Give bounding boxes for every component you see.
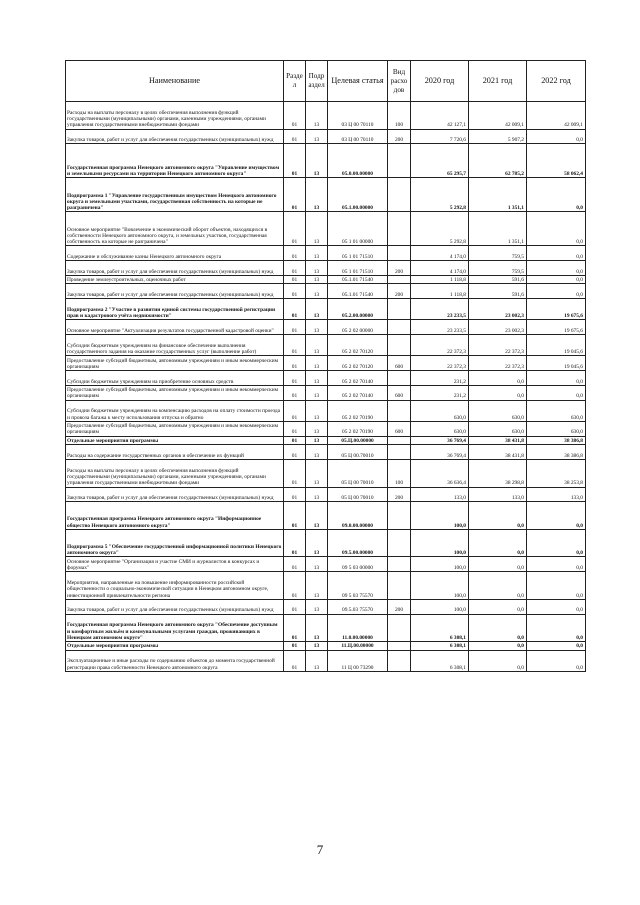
row-name: Подпрограмма 2 "Участие в развитии единой системы государственной регистрации прав и кадастрового учёта недвижимости" [66, 299, 284, 320]
row-podrazdel: 13 [306, 335, 328, 356]
row-target-article: 05 2 02 70140 [328, 371, 388, 386]
row-expense-type: 200 [388, 599, 411, 614]
row-razdel: 01 [284, 246, 306, 261]
row-expense-type: 600 [388, 385, 411, 400]
row-expense-type [388, 557, 411, 572]
row-expense-type [388, 614, 411, 642]
row-value-2021: 0,0 [469, 642, 527, 650]
row-value-2022: 58 062,4 [527, 144, 586, 178]
row-expense-type: 200 [388, 129, 411, 144]
row-value-2021: 5 907,2 [469, 129, 527, 144]
table-row [66, 502, 586, 530]
row-value-2021: 22 372,3 [469, 335, 527, 356]
header-year-2020: 2020 год [411, 61, 469, 102]
row-name: Субсидии бюджетным учреждениям на компенсацию расходов на оплату стоимости проезда и провоза багажа к месту использования отпуска и обратно [66, 400, 284, 421]
row-value-2021: 0,0 [469, 385, 527, 400]
row-value-2021: 23 002,3 [469, 299, 527, 320]
row-expense-type [388, 212, 411, 246]
row-expense-type [388, 529, 411, 557]
row-name: Субсидии бюджетным учреждениям на финансовое обеспечение выполнения государственного задания на оказание государственных услуг (выполнение работ) [66, 335, 284, 356]
row-value-2021: 1 351,1 [469, 212, 527, 246]
row-expense-type [388, 335, 411, 356]
row-razdel: 01 [284, 529, 306, 557]
row-razdel: 01 [284, 284, 306, 299]
row-target-article: 05 1 01 71510 [328, 246, 388, 261]
row-value-2020: 100,0 [411, 572, 469, 600]
row-target-article: 05 1 01 71510 [328, 261, 388, 276]
row-name: Государственная программа Ненецкого автономного округа "Информационное общество Ненецкого автономного округа" [66, 502, 284, 530]
row-razdel: 01 [284, 129, 306, 144]
row-target-article: 05 2 02 00000 [328, 320, 388, 335]
row-razdel: 01 [284, 212, 306, 246]
row-value-2020: 1 118,8 [411, 275, 469, 283]
row-podrazdel: 13 [306, 445, 328, 460]
row-value-2022: 0,0 [527, 614, 586, 642]
table-row [66, 650, 586, 671]
row-name: Проведение землеустроительных, оценочных работ [66, 275, 284, 283]
table-row [66, 284, 586, 299]
row-podrazdel: 13 [306, 356, 328, 371]
row-podrazdel: 13 [306, 650, 328, 671]
row-value-2022: 0,0 [527, 275, 586, 283]
row-value-2022: 630,0 [527, 400, 586, 421]
row-target-article: 09 5 03 00000 [328, 557, 388, 572]
row-value-2020: 1 118,8 [411, 284, 469, 299]
row-name: Расходы на выплаты персоналу в целях обеспечения выполнения функций государственными (муниципальными) органами, казенными учреждениями, органами управления государственными внебюджетными фондами [66, 459, 284, 487]
row-expense-type [388, 572, 411, 600]
row-value-2021: 42 009,1 [469, 102, 527, 130]
row-value-2020: 7 720,6 [411, 129, 469, 144]
row-razdel: 01 [284, 385, 306, 400]
row-razdel: 01 [284, 436, 306, 444]
row-target-article: 05 Ц 00 70010 [328, 487, 388, 502]
row-target-article: 09.5.03 75570 [328, 599, 388, 614]
row-value-2022: 38 386,8 [527, 436, 586, 444]
row-podrazdel: 13 [306, 557, 328, 572]
row-name: Мероприятия, направленные на повышение информированности российской общественности о социально-экономической ситуации в Ненецком автономном округе, инвестиционной привлекательности региона [66, 572, 284, 600]
row-name: Основное мероприятие "Организация и участие СМИ и журналистов в конкурсах и форумах" [66, 557, 284, 572]
row-target-article: 05 Ц 00.70010 [328, 445, 388, 460]
table-row [66, 212, 586, 246]
row-target-article: 05 2 02 70120 [328, 335, 388, 356]
table-row [66, 557, 586, 572]
row-podrazdel: 13 [306, 275, 328, 283]
row-razdel: 01 [284, 642, 306, 650]
row-name: Содержание и обслуживание казны Ненецкого автономного округа [66, 246, 284, 261]
header-expense-type: Вид расхо дов [388, 61, 411, 102]
row-value-2020: 630,0 [411, 400, 469, 421]
row-podrazdel: 13 [306, 459, 328, 487]
row-value-2022: 0,0 [527, 650, 586, 671]
table-row [66, 459, 586, 487]
row-razdel: 01 [284, 614, 306, 642]
row-razdel: 01 [284, 102, 306, 130]
row-podrazdel: 13 [306, 299, 328, 320]
row-expense-type [388, 320, 411, 335]
row-value-2021: 0,0 [469, 614, 527, 642]
row-value-2020: 231,2 [411, 371, 469, 386]
row-razdel: 01 [284, 421, 306, 436]
row-target-article: 05 Ц 00 70010 [328, 459, 388, 487]
row-value-2021: 759,5 [469, 246, 527, 261]
row-value-2020: 133,0 [411, 487, 469, 502]
row-value-2020: 5 292,8 [411, 178, 469, 212]
row-expense-type: 100 [388, 102, 411, 130]
row-value-2022: 0,0 [527, 284, 586, 299]
row-podrazdel: 13 [306, 246, 328, 261]
header-year-2021: 2021 год [469, 61, 527, 102]
row-razdel: 01 [284, 650, 306, 671]
row-value-2021: 38 298,8 [469, 459, 527, 487]
row-name: Закупка товаров, работ и услуг для обеспечения государственных (муниципальных) нужд [66, 261, 284, 276]
table-row [66, 385, 586, 400]
row-podrazdel: 13 [306, 572, 328, 600]
row-value-2022: 42 009,1 [527, 102, 586, 130]
row-value-2022: 0,0 [527, 502, 586, 530]
row-name: Эксплуатационные и иные расходы по содержанию объектов до момента государственной регистрации права собственности Ненецкого автономного округа [66, 650, 284, 671]
row-razdel: 01 [284, 335, 306, 356]
row-value-2021: 38 431,8 [469, 436, 527, 444]
row-expense-type [388, 400, 411, 421]
row-name: Подпрограмма 1 "Управление государственным имуществом Ненецкого автономного округа и земельными участками, государственная собственность на которые не разграничена" [66, 178, 284, 212]
header-name: Наименование [66, 61, 284, 102]
row-razdel: 01 [284, 599, 306, 614]
row-razdel: 01 [284, 400, 306, 421]
row-expense-type: 100 [388, 459, 411, 487]
row-expense-type [388, 445, 411, 460]
row-value-2020: 100,0 [411, 557, 469, 572]
row-value-2021: 0,0 [469, 599, 527, 614]
row-value-2022: 0,0 [527, 557, 586, 572]
row-value-2020: 65 295,7 [411, 144, 469, 178]
row-value-2021: 1 351,1 [469, 178, 527, 212]
row-value-2022: 0,0 [527, 246, 586, 261]
row-target-article: 05.0.00.00000 [328, 144, 388, 178]
row-value-2021: 630,0 [469, 400, 527, 421]
row-razdel: 01 [284, 487, 306, 502]
row-expense-type: 600 [388, 421, 411, 436]
row-value-2021: 22 372,3 [469, 356, 527, 371]
row-value-2022: 0,0 [527, 599, 586, 614]
table-row [66, 445, 586, 460]
row-expense-type [388, 275, 411, 283]
row-razdel: 01 [284, 459, 306, 487]
table-row [66, 299, 586, 320]
row-name: Основное мероприятие "Актуализация результатов государственной кадастровой оценки" [66, 320, 284, 335]
row-name: Закупка товаров, работ и услуг для обеспечения государственных (муниципальных) нужд [66, 487, 284, 502]
row-target-article: 05.1.01 71540 [328, 275, 388, 283]
row-name: Предоставление субсидий бюджетным, автономным учреждениям и иным некоммерческим организациям [66, 356, 284, 371]
row-value-2020: 6 308,1 [411, 650, 469, 671]
row-expense-type [388, 650, 411, 671]
row-value-2021: 133,0 [469, 487, 527, 502]
row-value-2021: 630,0 [469, 421, 527, 436]
row-expense-type: 600 [388, 356, 411, 371]
row-value-2020: 630,0 [411, 421, 469, 436]
table-row [66, 356, 586, 371]
table-row [66, 371, 586, 386]
row-razdel: 01 [284, 261, 306, 276]
row-target-article: 05.2.00.00000 [328, 299, 388, 320]
row-value-2022: 0,0 [527, 385, 586, 400]
table-row [66, 178, 586, 212]
row-razdel: 01 [284, 178, 306, 212]
row-target-article: 11 Ц 00 73290 [328, 650, 388, 671]
row-podrazdel: 13 [306, 102, 328, 130]
row-target-article: 05.Ц.00.00000 [328, 436, 388, 444]
row-razdel: 01 [284, 502, 306, 530]
row-value-2021: 0,0 [469, 529, 527, 557]
budget-table-sheet [65, 60, 585, 672]
row-value-2020: 36 769,4 [411, 436, 469, 444]
row-razdel: 01 [284, 356, 306, 371]
row-expense-type [388, 436, 411, 444]
row-value-2022: 38 386,8 [527, 445, 586, 460]
table-row [66, 261, 586, 276]
table-row [66, 642, 586, 650]
row-target-article: 05 2 02 70120 [328, 356, 388, 371]
row-razdel: 01 [284, 299, 306, 320]
row-value-2020: 100,0 [411, 599, 469, 614]
row-value-2020: 231,2 [411, 385, 469, 400]
row-podrazdel: 13 [306, 371, 328, 386]
row-podrazdel: 13 [306, 642, 328, 650]
row-value-2022: 630,0 [527, 421, 586, 436]
table-row [66, 487, 586, 502]
row-razdel: 01 [284, 371, 306, 386]
row-value-2021: 591,6 [469, 275, 527, 283]
row-value-2022: 0,0 [527, 572, 586, 600]
row-podrazdel: 13 [306, 284, 328, 299]
header-razdel: Разде л [284, 61, 306, 102]
row-name: Закупка товаров, работ и услуг для обеспечения государственных (муниципальных) нужд [66, 599, 284, 614]
row-value-2021: 0,0 [469, 557, 527, 572]
row-value-2021: 0,0 [469, 572, 527, 600]
row-value-2022: 133,0 [527, 487, 586, 502]
budget-table [65, 60, 586, 672]
row-target-article: 09.0.00.00000 [328, 502, 388, 530]
table-row [66, 436, 586, 444]
row-target-article: 09.5.00.00000 [328, 529, 388, 557]
row-podrazdel: 13 [306, 129, 328, 144]
row-podrazdel: 13 [306, 400, 328, 421]
row-value-2022: 19 045,6 [527, 335, 586, 356]
row-target-article: 05.1.00.00000 [328, 178, 388, 212]
row-razdel: 01 [284, 557, 306, 572]
row-podrazdel: 13 [306, 320, 328, 335]
header-target-article: Целевая статья [328, 61, 388, 102]
row-value-2020: 100,0 [411, 529, 469, 557]
row-value-2020: 4 174,0 [411, 261, 469, 276]
row-podrazdel: 13 [306, 385, 328, 400]
header-year-2022: 2022 год [527, 61, 586, 102]
row-expense-type [388, 371, 411, 386]
row-target-article: 09 5 03 75570 [328, 572, 388, 600]
row-value-2022: 19 675,6 [527, 299, 586, 320]
row-value-2020: 42 127,1 [411, 102, 469, 130]
table-row [66, 275, 586, 283]
row-value-2022: 0,0 [527, 371, 586, 386]
row-value-2020: 22 372,3 [411, 356, 469, 371]
row-podrazdel: 13 [306, 144, 328, 178]
row-name: Предоставление субсидий бюджетным, автономным учреждениям и иным некоммерческим организациям [66, 385, 284, 400]
row-value-2020: 23 233,5 [411, 320, 469, 335]
row-value-2020: 100,0 [411, 502, 469, 530]
row-expense-type [388, 299, 411, 320]
row-expense-type [388, 246, 411, 261]
row-value-2021: 0,0 [469, 650, 527, 671]
row-podrazdel: 13 [306, 599, 328, 614]
row-value-2022: 0,0 [527, 642, 586, 650]
row-razdel: 01 [284, 572, 306, 600]
row-name: Основное мероприятие "Вовлечение в экономический оборот объектов, находящихся в собственности Ненецкого автономного округа, и земельных участков, государственная собственность на которые не разграничена" [66, 212, 284, 246]
row-value-2022: 0,0 [527, 178, 586, 212]
row-value-2020: 6 308,1 [411, 642, 469, 650]
table-row [66, 129, 586, 144]
row-podrazdel: 13 [306, 529, 328, 557]
row-target-article: 11.0.00.00000 [328, 614, 388, 642]
row-name: Закупка товаров, работ и услуг для обеспечения государственных (муниципальных) нужд [66, 129, 284, 144]
row-razdel: 01 [284, 275, 306, 283]
row-target-article: 03 Ц 00 70110 [328, 102, 388, 130]
row-name: Закупка товаров, работ и услуг для обеспечения государственных (муниципальных) нужд [66, 284, 284, 299]
row-podrazdel: 13 [306, 614, 328, 642]
table-row [66, 529, 586, 557]
row-expense-type [388, 502, 411, 530]
row-value-2021: 0,0 [469, 371, 527, 386]
row-name: Расходы на содержание государственных органов и обеспечение их функций [66, 445, 284, 460]
page-number: 7 [316, 842, 324, 857]
table-row [66, 400, 586, 421]
row-value-2022: 0,0 [527, 261, 586, 276]
row-podrazdel: 13 [306, 487, 328, 502]
row-razdel: 01 [284, 320, 306, 335]
table-row [66, 335, 586, 356]
row-target-article: 05 2 02 70190 [328, 421, 388, 436]
row-name: Субсидии бюджетным учреждениям на приобретение основных средств [66, 371, 284, 386]
row-value-2020: 4 174,0 [411, 246, 469, 261]
row-value-2022: 0,0 [527, 129, 586, 144]
row-name: Предоставление субсидий бюджетным, автономным учреждениям и иным некоммерческим организациям [66, 421, 284, 436]
row-value-2021: 38 431,8 [469, 445, 527, 460]
row-name: Отдельные мероприятия программы [66, 642, 284, 650]
row-name: Государственная программа Ненецкого автономного округа "Обеспечение доступным и комфортным жильём и коммунальными услугами граждан, проживающих в Ненецком автономном округе" [66, 614, 284, 642]
row-target-article: 05 1 01 00000 [328, 212, 388, 246]
header-podrazdel: Подр аздел [306, 61, 328, 102]
table-row [66, 614, 586, 642]
row-value-2021: 759,5 [469, 261, 527, 276]
row-value-2020: 23 233,5 [411, 299, 469, 320]
row-expense-type: 200 [388, 284, 411, 299]
table-row [66, 144, 586, 178]
row-target-article: 03 Ц 00 70110 [328, 129, 388, 144]
row-name: Расходы на выплаты персоналу в целях обеспечения выполнения функций государственными (муниципальными) органами, казенными учреждениями, органами управления государственными внебюджетными фондами [66, 102, 284, 130]
table-row [66, 421, 586, 436]
table-row [66, 102, 586, 130]
row-podrazdel: 13 [306, 178, 328, 212]
row-target-article: 05 2 02 70140 [328, 385, 388, 400]
row-value-2022: 19 045,6 [527, 356, 586, 371]
table-row [66, 599, 586, 614]
row-expense-type [388, 144, 411, 178]
row-target-article: 05 2 02 70190 [328, 400, 388, 421]
row-expense-type: 200 [388, 261, 411, 276]
row-target-article: 11.Ц.00.00000 [328, 642, 388, 650]
row-razdel: 01 [284, 144, 306, 178]
row-target-article: 05.1.01 71540 [328, 284, 388, 299]
table-header-row [66, 61, 586, 102]
row-podrazdel: 13 [306, 436, 328, 444]
row-value-2020: 36 636,4 [411, 459, 469, 487]
table-body [66, 102, 586, 672]
row-name: Отдельные мероприятия программы [66, 436, 284, 444]
row-value-2020: 6 308,1 [411, 614, 469, 642]
row-value-2022: 0,0 [527, 529, 586, 557]
row-razdel: 01 [284, 445, 306, 460]
row-podrazdel: 13 [306, 502, 328, 530]
row-podrazdel: 13 [306, 421, 328, 436]
row-value-2021: 0,0 [469, 502, 527, 530]
row-value-2020: 22 372,3 [411, 335, 469, 356]
row-value-2020: 5 292,8 [411, 212, 469, 246]
row-value-2021: 23 002,3 [469, 320, 527, 335]
row-podrazdel: 13 [306, 212, 328, 246]
table-row [66, 246, 586, 261]
table-row [66, 572, 586, 600]
row-value-2022: 38 253,8 [527, 459, 586, 487]
row-value-2021: 591,6 [469, 284, 527, 299]
row-name: Подпрограмма 5 "Обеспечение государственной информационной политики Ненецкого автономного округа" [66, 529, 284, 557]
row-expense-type [388, 178, 411, 212]
row-value-2021: 62 785,2 [469, 144, 527, 178]
row-expense-type: 200 [388, 487, 411, 502]
row-expense-type [388, 642, 411, 650]
row-value-2020: 36 769,4 [411, 445, 469, 460]
table-row [66, 320, 586, 335]
row-name: Государственная программа Ненецкого автономного округа "Управление имуществом и земельными ресурсами на территории Ненецкого автономного округа" [66, 144, 284, 178]
row-podrazdel: 13 [306, 261, 328, 276]
row-value-2022: 19 675,6 [527, 320, 586, 335]
row-value-2022: 0,0 [527, 212, 586, 246]
